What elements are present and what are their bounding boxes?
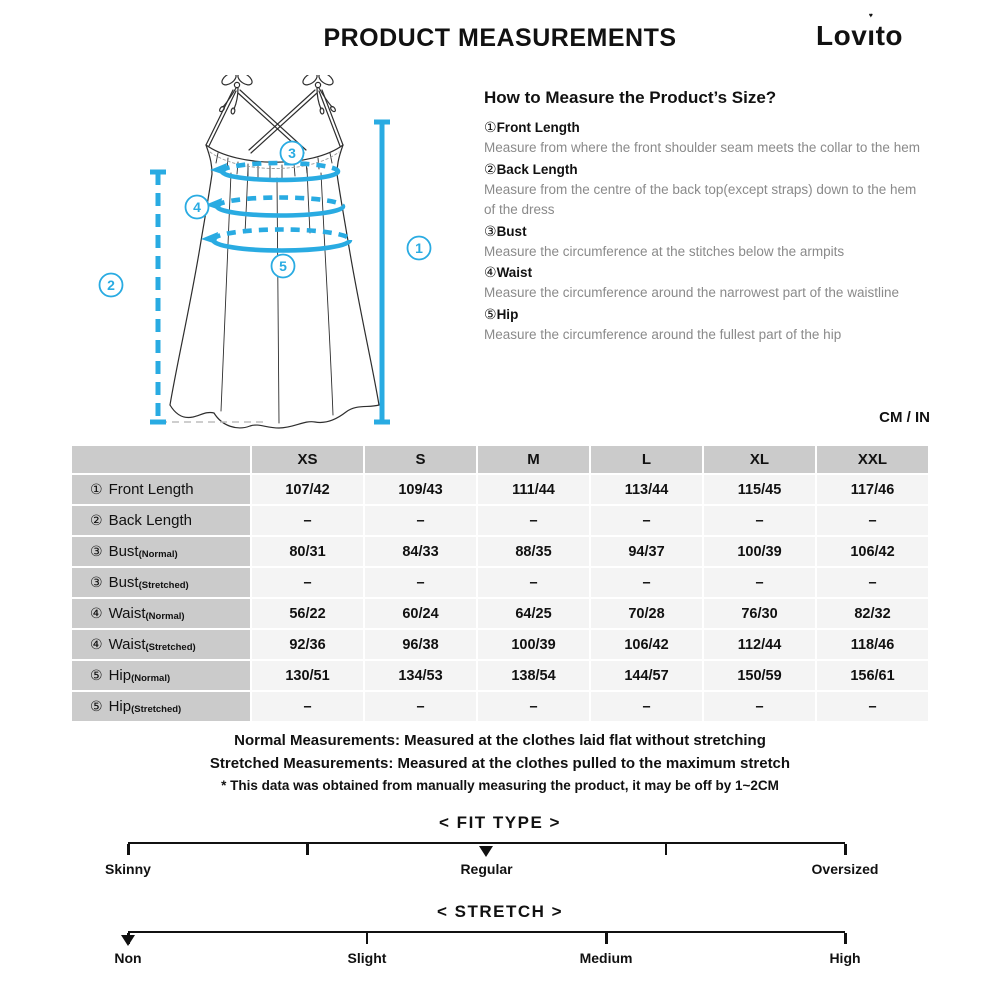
row-label-subscript: (Normal) <box>138 549 178 560</box>
size-value-cell: 113/44 <box>591 475 702 504</box>
note-stretched: Stretched Measurements: Measured at the clothes pulled to the maximum stretch <box>209 755 791 772</box>
size-value-cell: 150/59 <box>704 661 815 690</box>
measure-item-description: Measure the circumference around the narrowest part of the waistline <box>484 285 899 300</box>
row-label-text: Waist <box>108 605 146 622</box>
callout-hip <box>272 255 295 278</box>
row-label-text: Bust <box>108 574 139 591</box>
size-value-cell: 82/32 <box>817 599 928 628</box>
size-value-cell: 117/46 <box>817 475 928 504</box>
size-value-cell: 112/44 <box>704 630 815 659</box>
hip-arrow-icon <box>201 232 218 244</box>
size-value-cell: – <box>704 692 815 721</box>
size-value-cell: 70/28 <box>591 599 702 628</box>
notes-section <box>0 732 1000 793</box>
size-column-header: M <box>478 446 589 473</box>
measure-item-name: Bust <box>496 223 527 239</box>
svg-text:3: 3 <box>288 145 296 161</box>
row-label <box>72 692 250 721</box>
size-column-header: XL <box>704 446 815 473</box>
size-value-cell: – <box>591 506 702 535</box>
page-title: PRODUCT MEASUREMENTS <box>323 24 677 52</box>
heart-icon: ♥ <box>869 11 874 19</box>
circled-number: ⑤ <box>90 667 103 683</box>
scale-label: Skinny <box>105 861 151 877</box>
size-value-cell: 144/57 <box>591 661 702 690</box>
scale-tick <box>306 844 309 855</box>
note-disclaimer: * This data was obtained from manually measuring the product, it may be off by 1~2CM <box>221 778 779 793</box>
measure-item-description: Measure the circumference around the fullest part of the hip <box>484 326 842 342</box>
row-label-text: Back Length <box>108 512 192 529</box>
size-table <box>72 446 928 721</box>
svg-text:4: 4 <box>193 199 201 215</box>
scale-pointer-icon <box>121 935 135 946</box>
measure-item-name: Back Length <box>496 161 578 177</box>
size-value-cell: – <box>478 506 589 535</box>
circled-number: ④ <box>90 605 103 621</box>
size-value-cell: 94/37 <box>591 537 702 566</box>
how-to-title: How to Measure the Product’s Size? <box>484 88 777 107</box>
measure-item-label <box>484 304 924 325</box>
row-label-subscript: (Normal) <box>131 673 171 684</box>
size-value-cell: 80/31 <box>252 537 363 566</box>
measure-item-label <box>484 221 924 242</box>
size-column-header: L <box>591 446 702 473</box>
size-value-cell: 100/39 <box>478 630 589 659</box>
size-value-cell: 109/43 <box>365 475 476 504</box>
size-value-cell: 64/25 <box>478 599 589 628</box>
measure-item-label <box>484 159 924 180</box>
waist-ellipse <box>217 198 343 216</box>
row-label-text: Bust <box>108 543 139 560</box>
units-label: CM / IN <box>879 409 930 426</box>
size-value-cell: – <box>478 692 589 721</box>
hip-ellipse <box>213 230 350 251</box>
size-value-cell: 138/54 <box>478 661 589 690</box>
row-label <box>72 661 250 690</box>
callout-bust <box>281 142 304 165</box>
scale-label: Non <box>114 950 142 966</box>
size-value-cell: 60/24 <box>365 599 476 628</box>
row-label <box>72 537 250 566</box>
scale-label: Regular <box>460 861 513 877</box>
row-label <box>72 599 250 628</box>
measure-item-name: Front Length <box>496 120 580 135</box>
scale-pointer-icon <box>479 846 493 857</box>
callout-waist <box>186 196 209 219</box>
scale-tick <box>605 933 608 944</box>
row-label <box>72 506 250 535</box>
size-value-cell: – <box>365 506 476 535</box>
size-value-cell: – <box>817 568 928 597</box>
how-to-measure-section <box>484 88 924 345</box>
row-label-text: Hip <box>108 667 132 684</box>
svg-text:5: 5 <box>279 258 287 274</box>
scale-tick <box>844 933 847 944</box>
shoulder-bow-left <box>219 75 254 114</box>
svg-text:2: 2 <box>107 277 115 293</box>
fit-type-scale <box>105 842 879 878</box>
size-value-cell: 100/39 <box>704 537 815 566</box>
size-value-cell: 130/51 <box>252 661 363 690</box>
size-value-cell: 106/42 <box>591 630 702 659</box>
row-label-text: Hip <box>108 698 132 715</box>
row-label-text: Front Length <box>108 481 194 498</box>
size-value-cell: 76/30 <box>704 599 815 628</box>
size-value-cell: 92/36 <box>252 630 363 659</box>
scale-tick <box>844 844 847 855</box>
front-length-line <box>374 122 390 422</box>
note-normal: Normal Measurements: Measured at the clothes laid flat without stretching <box>234 732 766 749</box>
circled-number: ⑤ <box>90 698 103 714</box>
bust-ellipse <box>222 163 338 180</box>
back-length-line <box>150 172 166 422</box>
size-value-cell: – <box>591 692 702 721</box>
stretch-title: < STRETCH > <box>436 902 564 921</box>
row-label-subscript: (Stretched) <box>131 704 182 715</box>
svg-text:1: 1 <box>415 240 423 256</box>
row-label-subscript: (Stretched) <box>145 642 196 653</box>
measure-item-name: Hip <box>496 306 519 322</box>
circled-number: ① <box>484 119 497 135</box>
scale-tick <box>366 933 369 944</box>
size-value-cell: – <box>252 568 363 597</box>
measure-item-description: Measure from the centre of the back top(except straps) down to the hem of the dress <box>484 181 917 217</box>
size-value-cell: 96/38 <box>365 630 476 659</box>
row-label <box>72 475 250 504</box>
scale-tick <box>127 844 130 855</box>
row-label-text: Waist <box>108 636 146 653</box>
scale-label: Oversized <box>811 861 879 877</box>
row-label <box>72 630 250 659</box>
circled-number: ⑤ <box>484 305 497 322</box>
circled-number: ④ <box>484 264 497 280</box>
table-corner-cell <box>72 446 250 473</box>
measure-item-name: Waist <box>496 265 533 280</box>
circled-number: ③ <box>90 543 103 559</box>
shoulder-bow-right <box>301 75 336 114</box>
scale-tick <box>665 844 668 855</box>
size-value-cell: 107/42 <box>252 475 363 504</box>
size-value-cell: – <box>704 506 815 535</box>
size-value-cell: 56/22 <box>252 599 363 628</box>
scale-label: Medium <box>579 950 633 966</box>
row-label-subscript: (Stretched) <box>138 580 189 591</box>
size-value-cell: 115/45 <box>704 475 815 504</box>
size-column-header: XS <box>252 446 363 473</box>
circled-number: ② <box>90 512 103 528</box>
measure-item-label <box>484 262 924 283</box>
size-value-cell: – <box>252 506 363 535</box>
size-value-cell: – <box>591 568 702 597</box>
callout-front-length <box>408 237 431 260</box>
size-column-header: XXL <box>817 446 928 473</box>
size-value-cell: 106/42 <box>817 537 928 566</box>
size-value-cell: – <box>817 692 928 721</box>
size-column-header: S <box>365 446 476 473</box>
size-value-cell: 118/46 <box>817 630 928 659</box>
circled-number: ③ <box>484 222 497 239</box>
circled-number: ④ <box>90 636 103 652</box>
row-label <box>72 568 250 597</box>
circled-number: ② <box>484 160 497 177</box>
scale-label: Slight <box>347 950 387 966</box>
circled-number: ③ <box>90 574 103 590</box>
brand-logo-text: Lov <box>816 20 868 51</box>
size-value-cell: – <box>704 568 815 597</box>
size-value-cell: 156/61 <box>817 661 928 690</box>
brand-logo: Lov ♥ ıto <box>816 11 903 51</box>
callout-back-length <box>100 274 123 297</box>
dress-measurement-diagram <box>80 75 470 445</box>
size-value-cell: – <box>817 506 928 535</box>
scale-label: High <box>829 950 861 966</box>
size-value-cell: 134/53 <box>365 661 476 690</box>
size-value-cell: 84/33 <box>365 537 476 566</box>
measure-item-label <box>484 117 924 138</box>
size-value-cell: 111/44 <box>478 475 589 504</box>
measure-item-description: Measure the circumference at the stitches below the armpits <box>484 243 845 259</box>
size-value-cell: 88/35 <box>478 537 589 566</box>
stretch-scale <box>114 931 861 967</box>
size-value-cell: – <box>365 568 476 597</box>
measure-item-description: Measure from where the front shoulder seam meets the collar to the hem <box>484 140 920 155</box>
size-value-cell: – <box>365 692 476 721</box>
row-label-subscript: (Normal) <box>145 611 185 622</box>
fit-type-title: < FIT TYPE > <box>439 813 561 832</box>
how-to-list <box>484 117 924 345</box>
circled-number: ① <box>90 481 103 497</box>
size-value-cell: – <box>478 568 589 597</box>
size-value-cell: – <box>252 692 363 721</box>
